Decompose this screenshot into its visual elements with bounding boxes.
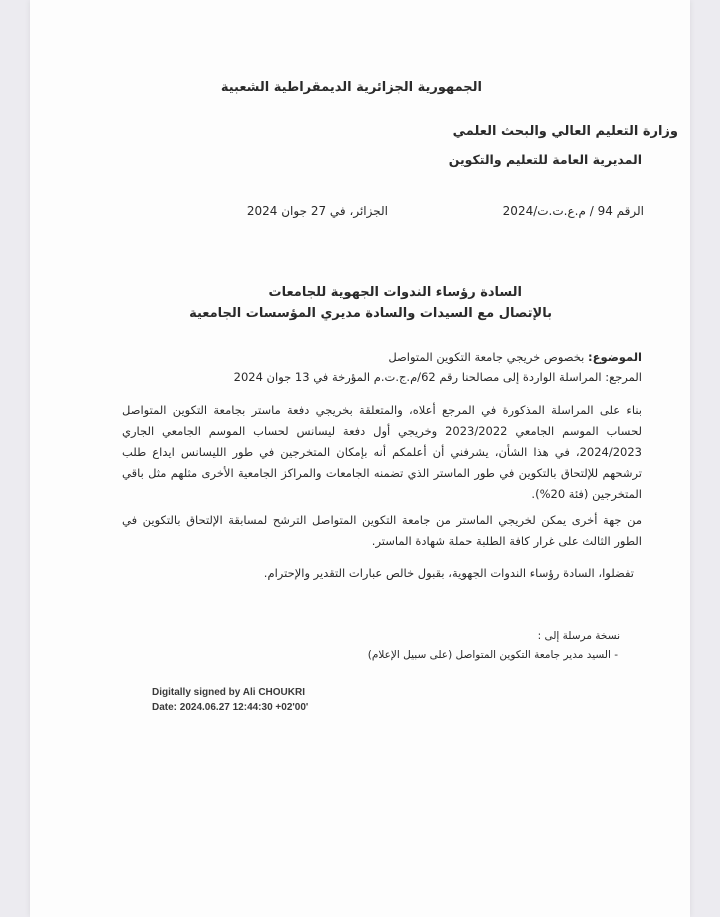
place-date: الجزائر، في 27 جوان 2024 bbox=[246, 204, 388, 218]
subject-text: بخصوص خريجي جامعة التكوين المتواصل bbox=[388, 350, 589, 364]
subject-line bbox=[388, 350, 642, 364]
republic-header: الجمهورية الجزائرية الديمقراطية الشعبية bbox=[220, 80, 482, 95]
addressee-line-1: السادة رؤساء الندوات الجهوية للجامعات bbox=[268, 285, 522, 300]
reference-number: الرقم 94 / م.ع.ت.ت/2024 bbox=[502, 204, 644, 218]
subject-label: الموضوع: bbox=[588, 350, 642, 364]
body-paragraph-1: بناء على المراسلة المذكورة في المرجع أعلاه، والمتعلقة بخريجي دفعة ماستر بجامعة التكوين المتواصل لحساب الموسم الجامعي 2023/2022 وخريجي أول دفعة ليسانس لحساب الموسم الجامعي الجاري 2024/2023، في هذا الشأن، يشرفني أن أعلمكم أنه بإمكان المتخرجين في طور الليسانس ايداع طلب ترشحهم للإلتحاق بالتكوين في طور الماستر الذي تضمنه الجامعات والمراكز الجامعية الأخرى مثلهم مثل باقي المتخرجين (فئة 20%). bbox=[122, 403, 642, 501]
reference-line: المرجع: المراسلة الواردة إلى مصالحنا رقم 62/م.ج.ت.م المؤرخة في 13 جوان 2024 bbox=[233, 370, 642, 384]
copy-to-item: - السيد مدير جامعة التكوين المتواصل (على سبيل الإعلام) bbox=[367, 649, 618, 661]
closing-formula: تفضلوا، السادة رؤساء الندوات الجهوية، بقبول خالص عبارات التقدير والإحترام. bbox=[263, 566, 634, 580]
directorate-header: المديرية العامة للتعليم والتكوين bbox=[448, 152, 642, 167]
digital-signature-date: Date: 2024.06.27 12:44:30 +02'00' bbox=[152, 702, 309, 713]
document-page bbox=[30, 0, 690, 917]
addressee-line-2: بالإتصال مع السيدات والسادة مديري المؤسسات الجامعية bbox=[189, 306, 552, 321]
ministry-header: وزارة التعليم العالي والبحث العلمي bbox=[452, 124, 678, 139]
copy-to-label: نسخة مرسلة إلى : bbox=[537, 630, 620, 642]
digital-signature-name: Digitally signed by Ali CHOUKRI bbox=[152, 687, 305, 698]
body-paragraph-2: من جهة أخرى يمكن لخريجي الماستر من جامعة التكوين المتواصل الترشح لمسابقة الإلتحاق بالتكوين في الطور الثالث على غرار كافة الطلبة حملة شهادة الماستر. bbox=[122, 513, 642, 548]
